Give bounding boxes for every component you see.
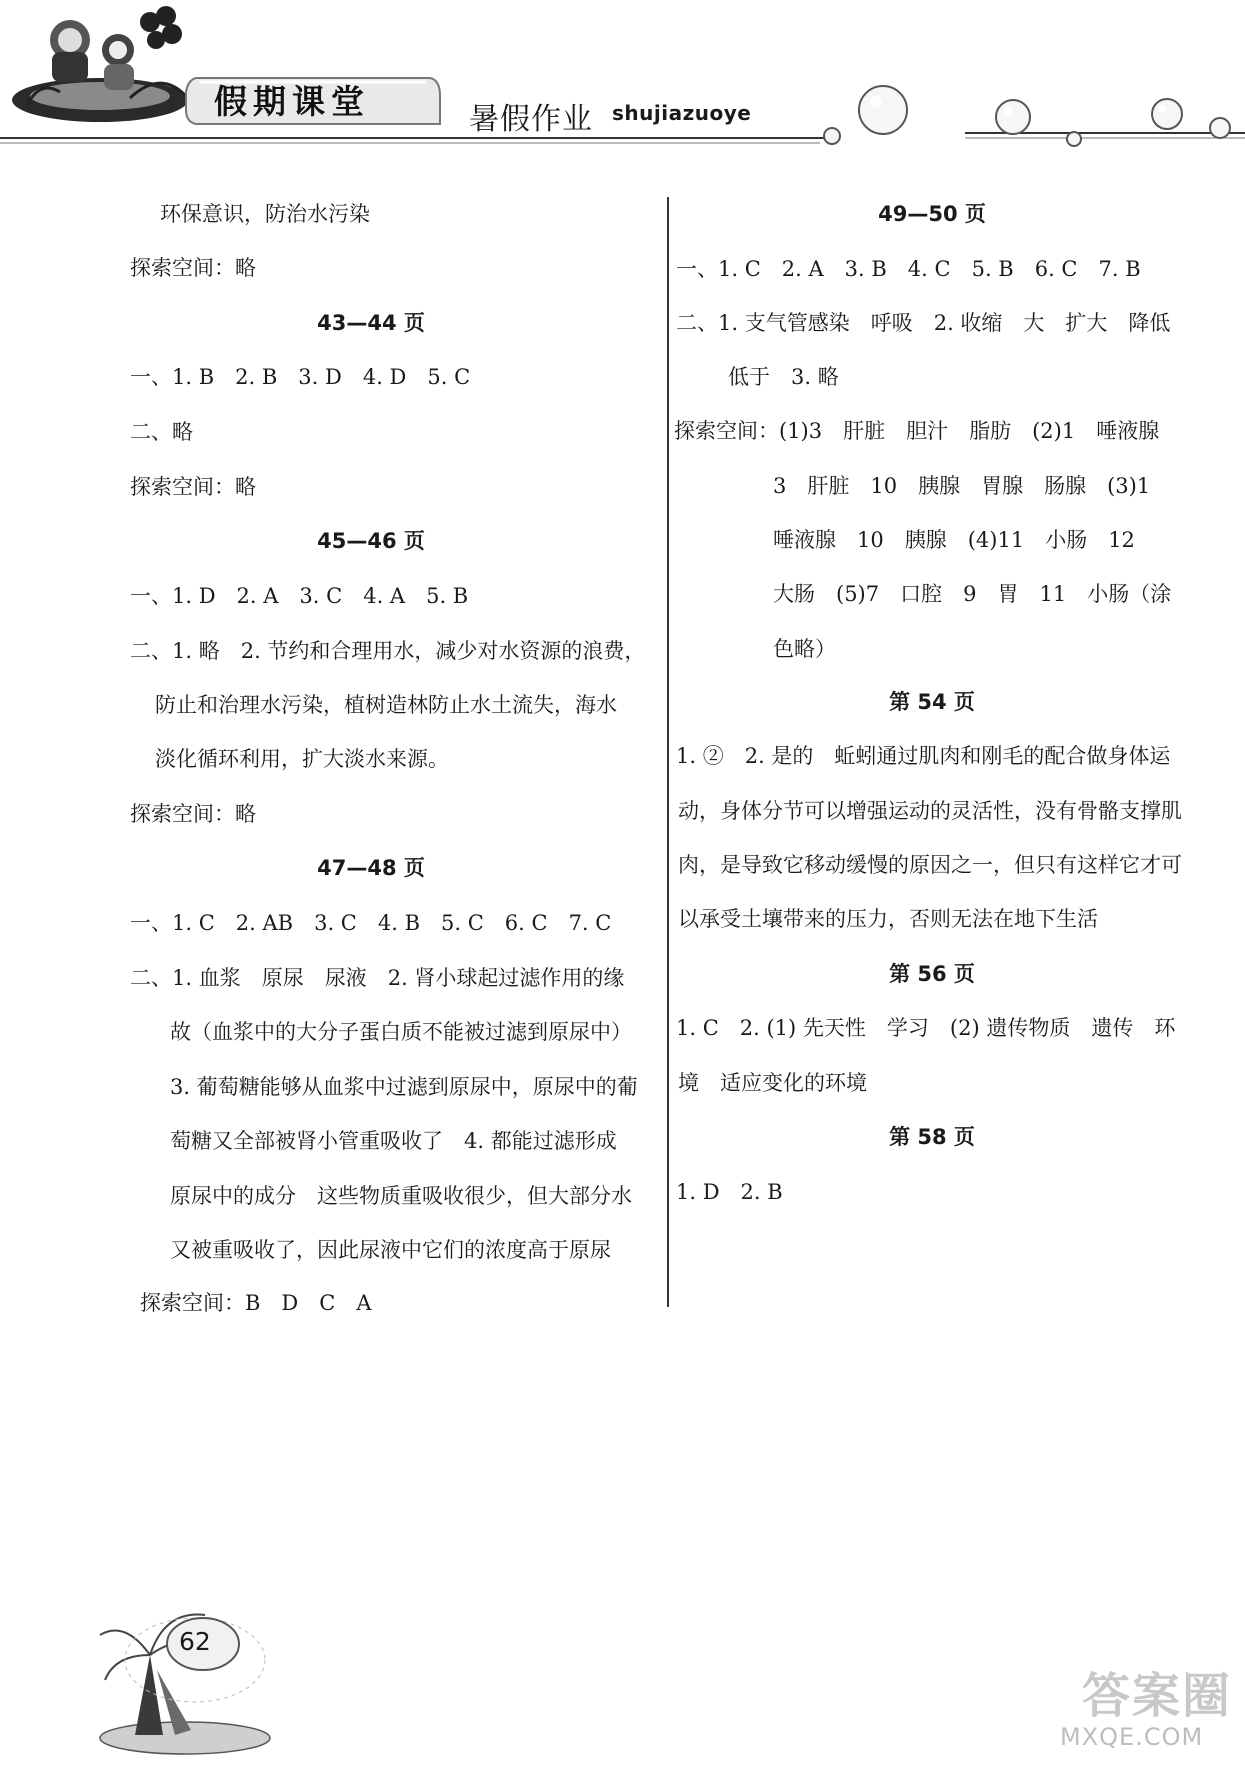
- left-line: 原尿中的成分 这些物质重吸收很少，但大部分水: [170, 1184, 632, 1208]
- right-line: 二、1. 支气管感染 呼吸 2. 收缩 大 扩大 降低: [676, 311, 1171, 335]
- right-line: 肉，是导致它移动缓慢的原因之一，但只有这样它才可: [678, 853, 1182, 877]
- left-line: 探索空间：略: [130, 475, 256, 499]
- homework-title: 暑假作业: [469, 102, 593, 137]
- section-heading: 47—48 页: [317, 856, 425, 880]
- left-line: 一、1. B 2. B 3. D 4. D 5. C: [130, 365, 471, 389]
- left-line: 防止和治理水污染，植树造林防止水土流失，海水: [155, 693, 617, 717]
- page-number: 62: [179, 1627, 211, 1656]
- section-heading: 第 58 页: [889, 1125, 975, 1149]
- kids-cartoon-icon: [12, 6, 188, 122]
- right-line: 1. C 2. (1) 先天性 学习 (2) 遗传物质 遗传 环: [676, 1016, 1176, 1040]
- right-line: 1. D 2. B: [676, 1180, 783, 1204]
- right-line: 动，身体分节可以增强运动的灵活性，没有骨骼支撑肌: [678, 799, 1182, 823]
- right-line: 境 适应变化的环境: [678, 1071, 867, 1095]
- left-line: 3. 葡萄糖能够从血浆中过滤到原尿中，原尿中的葡: [170, 1075, 638, 1099]
- left-line: 一、1. D 2. A 3. C 4. A 5. B: [130, 584, 469, 608]
- left-line: 探索空间：略: [130, 802, 256, 826]
- left-line: 环保意识，防治水污染: [160, 202, 370, 226]
- left-line: 萄糖又全部被肾小管重吸收了 4. 都能过滤形成: [170, 1129, 617, 1153]
- brand-title: 假期课堂: [214, 82, 370, 121]
- left-line: 二、略: [130, 420, 193, 444]
- right-line: 3 肝脏 10 胰腺 胃腺 肠腺 (3)1: [773, 474, 1151, 498]
- section-heading: 43—44 页: [317, 311, 425, 335]
- left-line: 探索空间：略: [130, 256, 256, 280]
- left-line: 又被重吸收了，因此尿液中它们的浓度高于原尿: [170, 1238, 611, 1262]
- right-line: 一、1. C 2. A 3. B 4. C 5. B 6. C 7. B: [676, 257, 1141, 281]
- section-heading: 第 56 页: [889, 962, 975, 986]
- right-line: 唾液腺 10 胰腺 (4)11 小肠 12: [773, 528, 1135, 552]
- left-line: 一、1. C 2. AB 3. C 4. B 5. C 6. C 7. C: [130, 911, 612, 935]
- homework-pinyin: shujiazuoye: [612, 101, 752, 125]
- watermark-logo: 答案圈: [1082, 1668, 1233, 1724]
- bubbles-icon: [824, 86, 1230, 146]
- section-heading: 第 54 页: [889, 690, 975, 714]
- right-line: 低于 3. 略: [728, 365, 839, 389]
- left-line: 二、1. 血浆 原尿 尿液 2. 肾小球起过滤作用的缘: [130, 966, 625, 990]
- column-divider: [667, 197, 669, 1307]
- left-line: 二、1. 略 2. 节约和合理用水，减少对水资源的浪费，: [130, 639, 646, 663]
- right-line: 1. ② 2. 是的 蚯蚓通过肌肉和刚毛的配合做身体运: [676, 744, 1171, 768]
- watermark-url: MXQE.COM: [1060, 1723, 1204, 1751]
- left-line: 淡化循环利用，扩大淡水来源。: [155, 747, 449, 771]
- right-line: 色略）: [773, 637, 836, 661]
- header-banner: [0, 0, 1245, 160]
- left-line: 故（血浆中的大分子蛋白质不能被过滤到原尿中）: [170, 1020, 632, 1044]
- right-line: 探索空间：(1)3 肝脏 胆汁 脂肪 (2)1 唾液腺: [674, 419, 1160, 443]
- right-line: 以承受土壤带来的压力，否则无法在地下生活: [678, 907, 1098, 931]
- right-line: 大肠 (5)7 口腔 9 胃 11 小肠（涂: [773, 582, 1172, 606]
- section-heading: 49—50 页: [878, 202, 986, 226]
- section-heading: 45—46 页: [317, 529, 425, 553]
- left-line: 探索空间：B D C A: [140, 1291, 372, 1315]
